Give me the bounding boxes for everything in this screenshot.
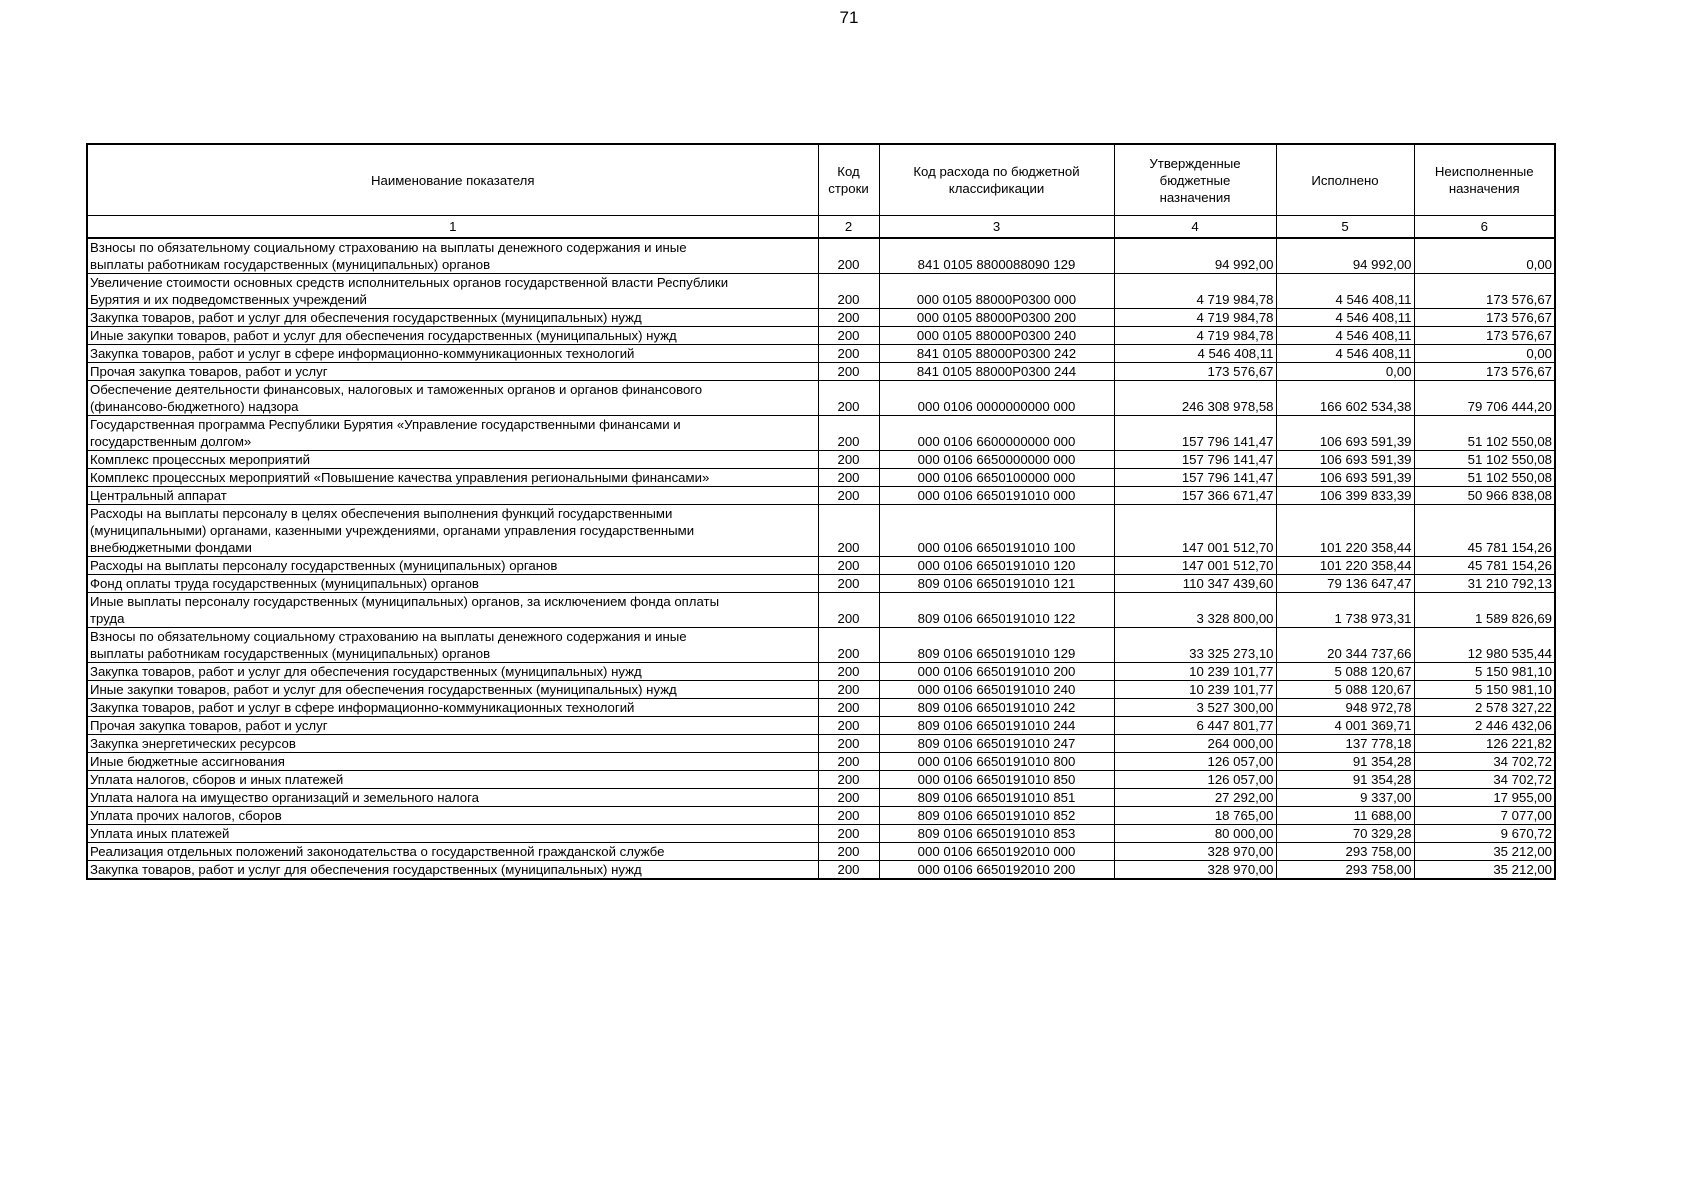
row-executed-cell: 106 693 591,39 [1276,416,1414,451]
header-executed: Исполнено [1276,144,1414,216]
row-executed-cell: 101 220 358,44 [1276,557,1414,575]
row-executed-cell: 293 758,00 [1276,861,1414,880]
row-name-cell: Обеспечение деятельности финансовых, налоговых и таможенных органов и органов финансового (финансово-бюджетного) надзора [87,381,818,416]
row-code-cell: 200 [818,771,879,789]
table-row [87,699,1555,717]
column-number: 1 [87,216,818,239]
row-name-cell: Закупка товаров, работ и услуг для обеспечения государственных (муниципальных) нужд [87,861,818,880]
row-unexecuted-cell: 51 102 550,08 [1414,451,1555,469]
row-name-cell: Взносы по обязательному социальному страхованию на выплаты денежного содержания и иные выплаты работникам государственных (муниципальных) органов [87,238,818,274]
row-unexecuted-cell: 34 702,72 [1414,771,1555,789]
row-executed-cell: 166 602 534,38 [1276,381,1414,416]
row-name-cell: Фонд оплаты труда государственных (муниципальных) органов [87,575,818,593]
row-executed-cell: 106 693 591,39 [1276,469,1414,487]
row-approved-cell: 4 719 984,78 [1114,274,1276,309]
row-kbk-cell: 809 0106 6650191010 129 [879,628,1114,663]
row-approved-cell: 147 001 512,70 [1114,557,1276,575]
row-approved-cell: 126 057,00 [1114,771,1276,789]
row-code-cell: 200 [818,416,879,451]
row-unexecuted-cell: 126 221,82 [1414,735,1555,753]
row-kbk-cell: 809 0106 6650191010 853 [879,825,1114,843]
row-name-cell: Прочая закупка товаров, работ и услуг [87,363,818,381]
row-approved-cell: 10 239 101,77 [1114,663,1276,681]
row-code-cell: 200 [818,363,879,381]
row-kbk-cell: 000 0106 6650191010 100 [879,505,1114,557]
row-kbk-cell: 000 0106 0000000000 000 [879,381,1114,416]
budget-execution-table [86,143,1556,880]
row-kbk-cell: 841 0105 88000P0300 242 [879,345,1114,363]
table-row [87,771,1555,789]
row-approved-cell: 157 796 141,47 [1114,469,1276,487]
row-code-cell: 200 [818,593,879,628]
row-kbk-cell: 000 0106 6600000000 000 [879,416,1114,451]
row-approved-cell: 27 292,00 [1114,789,1276,807]
row-approved-cell: 4 719 984,78 [1114,327,1276,345]
row-executed-cell: 1 738 973,31 [1276,593,1414,628]
row-kbk-cell: 000 0106 6650191010 800 [879,753,1114,771]
table-row [87,753,1555,771]
table-row [87,487,1555,505]
row-unexecuted-cell: 45 781 154,26 [1414,505,1555,557]
row-unexecuted-cell: 79 706 444,20 [1414,381,1555,416]
row-code-cell: 200 [818,681,879,699]
row-approved-cell: 126 057,00 [1114,753,1276,771]
table-row [87,575,1555,593]
row-kbk-cell: 000 0106 6650100000 000 [879,469,1114,487]
column-number: 2 [818,216,879,239]
row-unexecuted-cell: 173 576,67 [1414,327,1555,345]
row-name-cell: Уплата налогов, сборов и иных платежей [87,771,818,789]
row-executed-cell: 20 344 737,66 [1276,628,1414,663]
row-name-cell: Комплекс процессных мероприятий [87,451,818,469]
row-code-cell: 200 [818,861,879,880]
row-unexecuted-cell: 1 589 826,69 [1414,593,1555,628]
row-unexecuted-cell: 0,00 [1414,238,1555,274]
column-number: 3 [879,216,1114,239]
row-code-cell: 200 [818,753,879,771]
row-name-cell: Комплекс процессных мероприятий «Повышение качества управления региональными финансами» [87,469,818,487]
row-name-cell: Закупка товаров, работ и услуг в сфере информационно-коммуникационных технологий [87,345,818,363]
row-approved-cell: 3 527 300,00 [1114,699,1276,717]
row-approved-cell: 328 970,00 [1114,843,1276,861]
row-executed-cell: 94 992,00 [1276,238,1414,274]
row-executed-cell: 91 354,28 [1276,753,1414,771]
row-unexecuted-cell: 7 077,00 [1414,807,1555,825]
row-name-cell: Реализация отдельных положений законодательства о государственной гражданской службе [87,843,818,861]
row-unexecuted-cell: 35 212,00 [1414,843,1555,861]
row-code-cell: 200 [818,274,879,309]
row-approved-cell: 4 546 408,11 [1114,345,1276,363]
table-row [87,416,1555,451]
header-row [87,144,1555,216]
row-kbk-cell: 000 0106 6650191010 240 [879,681,1114,699]
table-row [87,789,1555,807]
row-executed-cell: 4 546 408,11 [1276,345,1414,363]
row-executed-cell: 5 088 120,67 [1276,663,1414,681]
table-row [87,593,1555,628]
table-row [87,628,1555,663]
row-name-cell: Расходы на выплаты персоналу государственных (муниципальных) органов [87,557,818,575]
row-kbk-cell: 000 0106 6650191010 200 [879,663,1114,681]
table-row [87,327,1555,345]
row-executed-cell: 106 693 591,39 [1276,451,1414,469]
row-code-cell: 200 [818,505,879,557]
row-approved-cell: 147 001 512,70 [1114,505,1276,557]
row-unexecuted-cell: 12 980 535,44 [1414,628,1555,663]
row-kbk-cell: 841 0105 8800088090 129 [879,238,1114,274]
row-name-cell: Иные выплаты персоналу государственных (муниципальных) органов, за исключением фонда оплаты труда [87,593,818,628]
row-name-cell: Уплата иных платежей [87,825,818,843]
row-executed-cell: 293 758,00 [1276,843,1414,861]
row-unexecuted-cell: 17 955,00 [1414,789,1555,807]
row-name-cell: Прочая закупка товаров, работ и услуг [87,717,818,735]
table-row [87,309,1555,327]
row-code-cell: 200 [818,575,879,593]
row-name-cell: Увеличение стоимости основных средств исполнительных органов государственной власти Республики Бурятия и их подведомственных учреждений [87,274,818,309]
table-row [87,861,1555,880]
row-code-cell: 200 [818,487,879,505]
row-kbk-cell: 809 0106 6650191010 122 [879,593,1114,628]
column-number: 5 [1276,216,1414,239]
row-approved-cell: 10 239 101,77 [1114,681,1276,699]
row-kbk-cell: 809 0106 6650191010 851 [879,789,1114,807]
row-kbk-cell: 809 0106 6650191010 244 [879,717,1114,735]
row-kbk-cell: 809 0106 6650191010 247 [879,735,1114,753]
row-approved-cell: 157 796 141,47 [1114,416,1276,451]
table-row [87,681,1555,699]
row-code-cell: 200 [818,699,879,717]
row-code-cell: 200 [818,309,879,327]
row-code-cell: 200 [818,628,879,663]
header-kbk: Код расхода по бюджетной классификации [879,144,1114,216]
row-approved-cell: 328 970,00 [1114,861,1276,880]
row-approved-cell: 157 796 141,47 [1114,451,1276,469]
row-unexecuted-cell: 51 102 550,08 [1414,469,1555,487]
row-unexecuted-cell: 173 576,67 [1414,309,1555,327]
row-name-cell: Иные бюджетные ассигнования [87,753,818,771]
row-unexecuted-cell: 0,00 [1414,345,1555,363]
row-unexecuted-cell: 173 576,67 [1414,274,1555,309]
header-name: Наименование показателя [87,144,818,216]
row-code-cell: 200 [818,825,879,843]
table-row [87,274,1555,309]
row-executed-cell: 101 220 358,44 [1276,505,1414,557]
table-row [87,345,1555,363]
row-name-cell: Закупка товаров, работ и услуг для обеспечения государственных (муниципальных) нужд [87,309,818,327]
row-executed-cell: 5 088 120,67 [1276,681,1414,699]
page-number: 71 [839,8,859,27]
row-approved-cell: 33 325 273,10 [1114,628,1276,663]
table-row [87,735,1555,753]
row-code-cell: 200 [818,557,879,575]
row-approved-cell: 4 719 984,78 [1114,309,1276,327]
table-row [87,807,1555,825]
row-kbk-cell: 000 0106 6650000000 000 [879,451,1114,469]
row-kbk-cell: 809 0106 6650191010 852 [879,807,1114,825]
row-name-cell: Иные закупки товаров, работ и услуг для обеспечения государственных (муниципальных) нужд [87,327,818,345]
table-body [87,238,1555,879]
row-unexecuted-cell: 34 702,72 [1414,753,1555,771]
row-code-cell: 200 [818,381,879,416]
header-approved: Утвержденные бюджетные назначения [1114,144,1276,216]
row-unexecuted-cell: 5 150 981,10 [1414,681,1555,699]
row-kbk-cell: 000 0105 88000P0300 240 [879,327,1114,345]
row-approved-cell: 6 447 801,77 [1114,717,1276,735]
row-approved-cell: 80 000,00 [1114,825,1276,843]
table-row [87,663,1555,681]
table-row [87,843,1555,861]
row-code-cell: 200 [818,807,879,825]
row-unexecuted-cell: 51 102 550,08 [1414,416,1555,451]
row-executed-cell: 4 546 408,11 [1276,327,1414,345]
row-unexecuted-cell: 5 150 981,10 [1414,663,1555,681]
table-row [87,381,1555,416]
row-name-cell: Уплата прочих налогов, сборов [87,807,818,825]
row-unexecuted-cell: 35 212,00 [1414,861,1555,880]
table-row [87,825,1555,843]
table-row [87,717,1555,735]
table-row [87,363,1555,381]
row-name-cell: Центральный аппарат [87,487,818,505]
row-name-cell: Закупка товаров, работ и услуг в сфере информационно-коммуникационных технологий [87,699,818,717]
row-code-cell: 200 [818,663,879,681]
table-row [87,469,1555,487]
table-row [87,451,1555,469]
row-executed-cell: 91 354,28 [1276,771,1414,789]
row-code-cell: 200 [818,843,879,861]
row-executed-cell: 0,00 [1276,363,1414,381]
row-code-cell: 200 [818,345,879,363]
row-kbk-cell: 809 0106 6650191010 121 [879,575,1114,593]
row-approved-cell: 264 000,00 [1114,735,1276,753]
header-row-code: Код строки [818,144,879,216]
row-kbk-cell: 000 0106 6650191010 850 [879,771,1114,789]
row-code-cell: 200 [818,451,879,469]
row-executed-cell: 106 399 833,39 [1276,487,1414,505]
row-kbk-cell: 000 0105 88000P0300 200 [879,309,1114,327]
row-unexecuted-cell: 31 210 792,13 [1414,575,1555,593]
row-executed-cell: 4 546 408,11 [1276,309,1414,327]
row-name-cell: Уплата налога на имущество организаций и земельного налога [87,789,818,807]
row-executed-cell: 79 136 647,47 [1276,575,1414,593]
row-unexecuted-cell: 2 578 327,22 [1414,699,1555,717]
row-code-cell: 200 [818,238,879,274]
row-approved-cell: 18 765,00 [1114,807,1276,825]
row-executed-cell: 4 001 369,71 [1276,717,1414,735]
row-unexecuted-cell: 173 576,67 [1414,363,1555,381]
column-number-row [87,216,1555,239]
row-code-cell: 200 [818,717,879,735]
row-approved-cell: 3 328 800,00 [1114,593,1276,628]
table-row [87,238,1555,274]
row-approved-cell: 173 576,67 [1114,363,1276,381]
table-row [87,557,1555,575]
row-kbk-cell: 000 0106 6650191010 000 [879,487,1114,505]
row-code-cell: 200 [818,469,879,487]
row-executed-cell: 11 688,00 [1276,807,1414,825]
row-approved-cell: 157 366 671,47 [1114,487,1276,505]
row-name-cell: Взносы по обязательному социальному страхованию на выплаты денежного содержания и иные выплаты работникам государственных (муниципальных) органов [87,628,818,663]
row-executed-cell: 137 778,18 [1276,735,1414,753]
row-executed-cell: 4 546 408,11 [1276,274,1414,309]
row-code-cell: 200 [818,735,879,753]
row-approved-cell: 246 308 978,58 [1114,381,1276,416]
row-unexecuted-cell: 45 781 154,26 [1414,557,1555,575]
row-unexecuted-cell: 50 966 838,08 [1414,487,1555,505]
row-kbk-cell: 000 0106 6650192010 200 [879,861,1114,880]
row-kbk-cell: 000 0106 6650191010 120 [879,557,1114,575]
row-executed-cell: 948 972,78 [1276,699,1414,717]
column-number: 4 [1114,216,1276,239]
row-executed-cell: 70 329,28 [1276,825,1414,843]
row-kbk-cell: 000 0105 88000P0300 000 [879,274,1114,309]
row-code-cell: 200 [818,789,879,807]
row-kbk-cell: 809 0106 6650191010 242 [879,699,1114,717]
row-name-cell: Иные закупки товаров, работ и услуг для обеспечения государственных (муниципальных) нужд [87,681,818,699]
header-unexecuted: Неисполненные назначения [1414,144,1555,216]
row-unexecuted-cell: 2 446 432,06 [1414,717,1555,735]
row-name-cell: Закупка энергетических ресурсов [87,735,818,753]
row-name-cell: Государственная программа Республики Бурятия «Управление государственными финансами и государственным долгом» [87,416,818,451]
row-executed-cell: 9 337,00 [1276,789,1414,807]
column-number: 6 [1414,216,1555,239]
row-approved-cell: 94 992,00 [1114,238,1276,274]
row-approved-cell: 110 347 439,60 [1114,575,1276,593]
row-unexecuted-cell: 9 670,72 [1414,825,1555,843]
table-row [87,505,1555,557]
row-kbk-cell: 000 0106 6650192010 000 [879,843,1114,861]
row-name-cell: Расходы на выплаты персоналу в целях обеспечения выполнения функций государственными (муниципальными) органами, казенными учреждениями, органами управления государственными внебюджетными фондами [87,505,818,557]
row-kbk-cell: 841 0105 88000P0300 244 [879,363,1114,381]
row-name-cell: Закупка товаров, работ и услуг для обеспечения государственных (муниципальных) нужд [87,663,818,681]
row-code-cell: 200 [818,327,879,345]
